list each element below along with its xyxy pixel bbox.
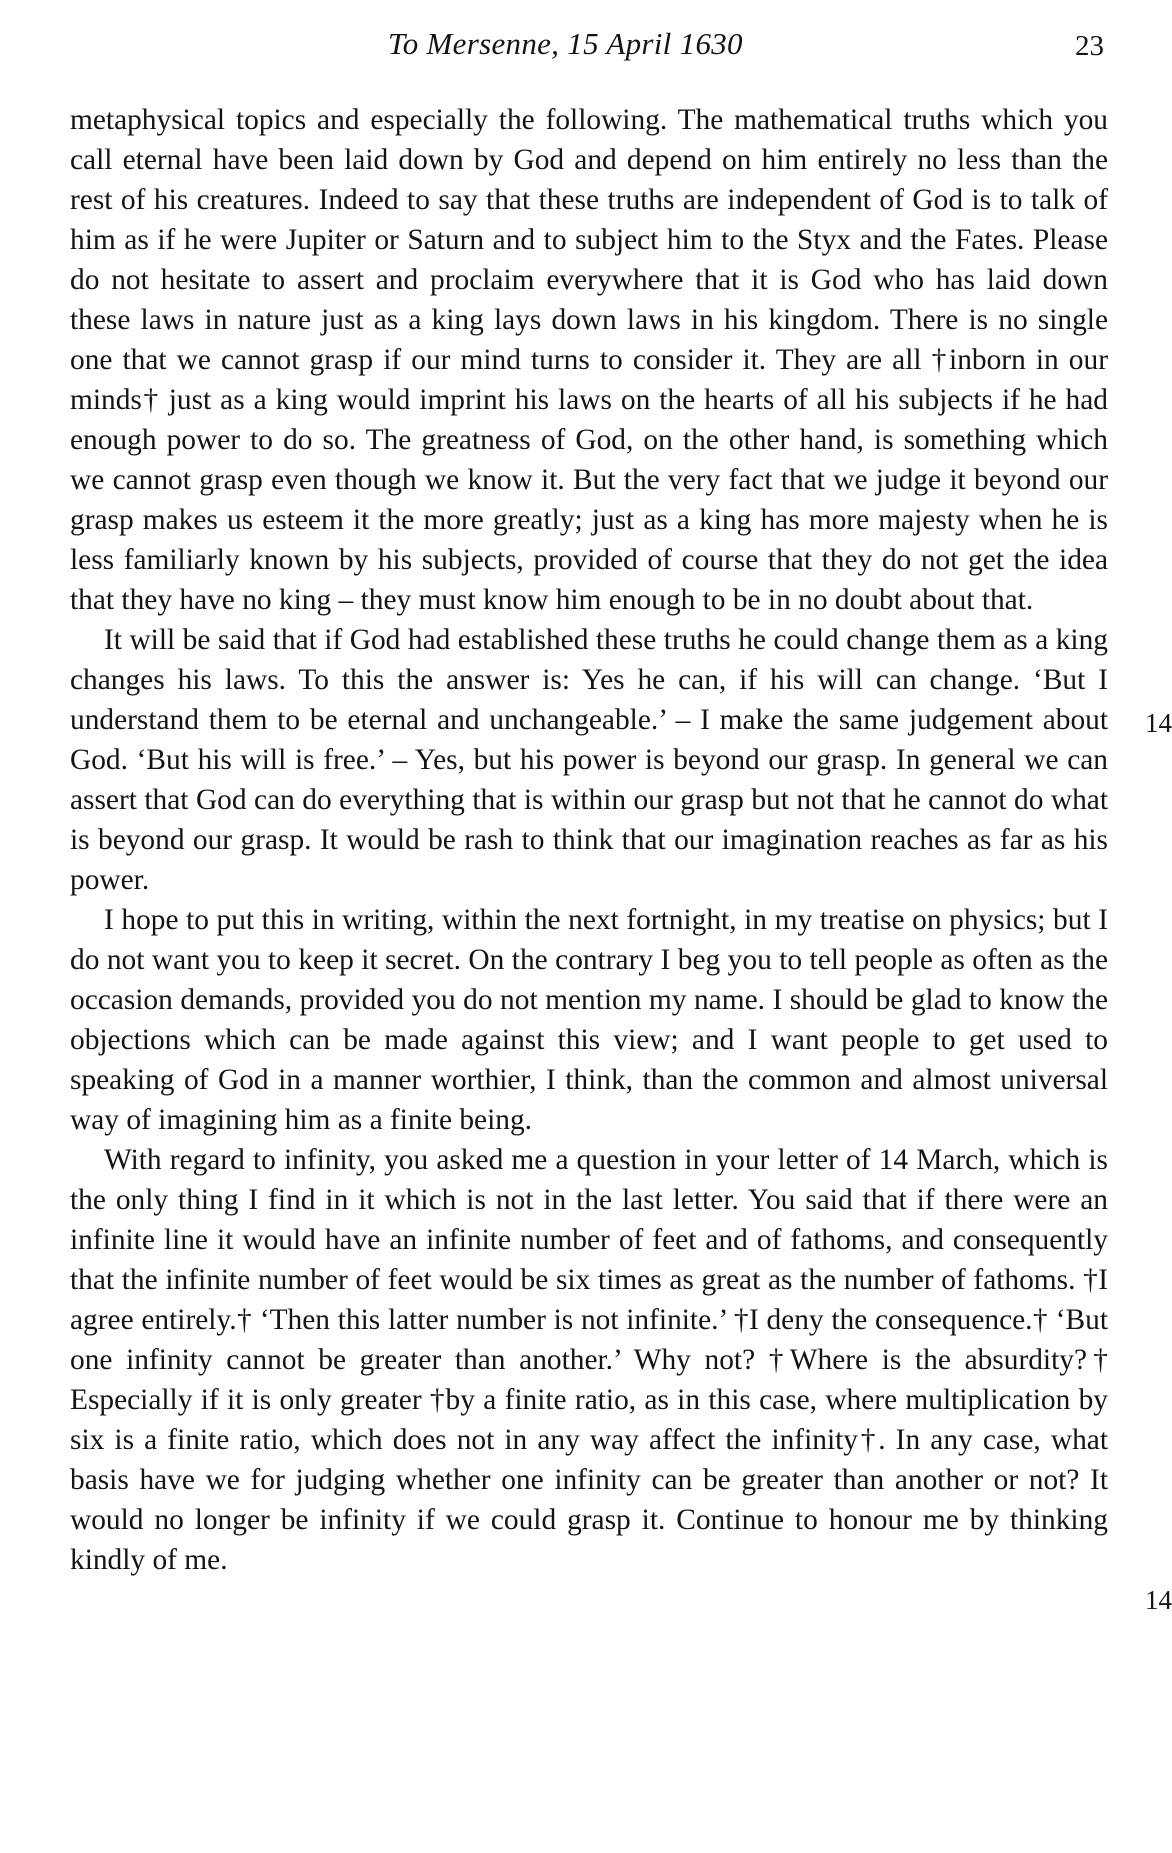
- running-head: To Mersenne, 15 April 1630: [388, 26, 743, 61]
- margin-reference: 14: [1145, 1585, 1172, 1615]
- paragraph: It will be said that if God had established these truths he could change them as a king changes his laws. To this the answer is: Yes he can, if his will can change. ‘But I understand them to be eternal and unchangeable.’ – I make the same judgement about God. ‘But his will is free.’ – Yes, but his power is beyond our grasp. In general we can assert that God can do everything that is within our grasp but not that he cannot do what is beyond our grasp. It would be rash to think that our imagination reaches as far as his power.: [70, 624, 1108, 896]
- paragraph: With regard to infinity, you asked me a question in your letter of 14 March, which is the only thing I find in it which is not in the last letter. You said that if there were an infinite line it would have an infinite number of feet and of fathoms, and consequently that the infinite number of feet would be six times as great as the number of fathoms. †I agree entirely.† ‘Then this latter number is not infinite.’ †I deny the consequence.† ‘But one infinity cannot be greater than another.’ Why not? †Where is the absurdity?† Especially if it is only greater †by a finite ratio, as in this case, where multiplication by six is a finite ratio, which does not in any way affect the infinity†. In any case, what basis have we for judging whether one infinity can be greater than another or not? It would no longer be infinity if we could grasp it. Continue to honour me by thinking kindly of me.: [70, 1144, 1108, 1576]
- letter-body: [70, 100, 1108, 1580]
- page-header: [0, 18, 1169, 66]
- paragraph: I hope to put this in writing, within the next fortnight, in my treatise on physics; but I do not want you to keep it secret. On the contrary I beg you to tell people as often as the occasion demands, provided you do not mention my name. I should be glad to know the objections which can be made against this view; and I want people to get used to speaking of God in a manner worthier, I think, than the common and almost universal way of imagining him as a finite being.: [70, 904, 1108, 1136]
- page-number: 23: [1075, 30, 1104, 62]
- margin-reference: 14: [1145, 708, 1172, 738]
- paragraph: metaphysical topics and especially the following. The mathematical truths which you call eternal have been laid down by God and depend on him entirely no less than the rest of his creatures. Indeed to say that these truths are independent of God is to talk of him as if he were Jupiter or Saturn and to subject him to the Styx and the Fates. Please do not hesitate to assert and proclaim everywhere that it is God who has laid down these laws in nature just as a king lays down laws in his kingdom. There is no single one that we cannot grasp if our mind turns to consider it. They are all †inborn in our minds† just as a king would imprint his laws on the hearts of all his subjects if he had enough power to do so. The greatness of God, on the other hand, is something which we cannot grasp even though we know it. But the very fact that we judge it beyond our grasp makes us esteem it the more greatly; just as a king has more majesty when he is less familiarly known by his subjects, provided of course that they do not get the idea that they have no king – they must know him enough to be in no doubt about that.: [70, 104, 1108, 616]
